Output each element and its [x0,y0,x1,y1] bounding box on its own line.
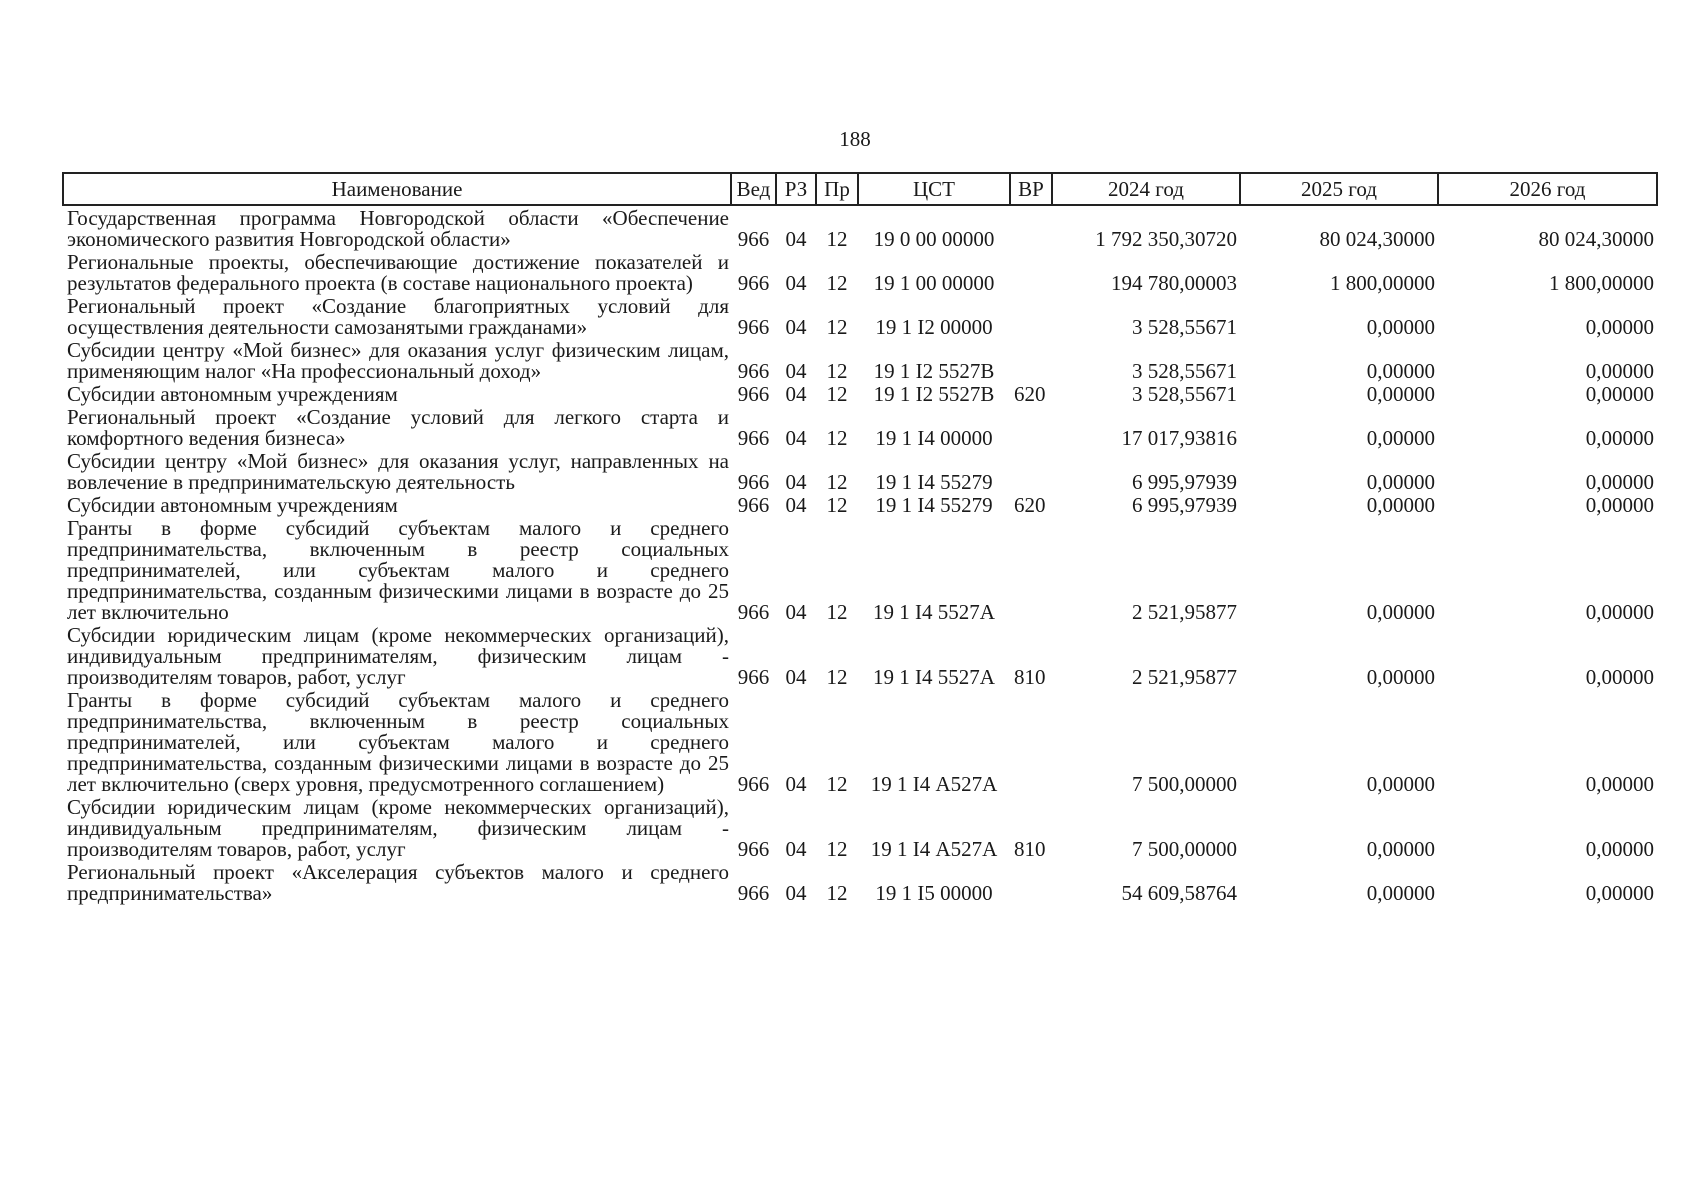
cell-2026: 1 800,00000 [1549,271,1654,295]
table-row [63,862,1657,906]
cell-pr: 12 [826,665,848,689]
cell-rz: 04 [785,426,807,450]
cell-cst: 19 1 I4 5527А [873,665,995,689]
cell-rz: 04 [785,493,807,517]
cell-2024: 7 500,00000 [1132,772,1237,796]
header-ved: Вед [731,173,776,205]
cell-2024: 2 521,95877 [1132,600,1237,624]
cell-vr [1010,296,1052,340]
cell-2025: 0,00000 [1366,837,1435,861]
cell-pr: 12 [826,600,848,624]
cell-cst: 19 1 I4 55279 [875,493,993,517]
cell-vr: 620 [1014,382,1046,406]
cell-2024: 1 792 350,30720 [1095,227,1237,251]
cell-2026: 80 024,30000 [1538,227,1654,251]
cell-pr: 12 [826,227,848,251]
cell-2024: 7 500,00000 [1132,837,1237,861]
header-2026: 2026 год [1438,173,1657,205]
cell-rz: 04 [785,665,807,689]
cell-cst: 19 1 I4 А527А [870,772,998,796]
cell-2025: 0,00000 [1366,382,1435,406]
table-row [63,690,1657,797]
cell-2026: 0,00000 [1585,359,1654,383]
cell-vr [1010,407,1052,451]
header-2025: 2025 год [1240,173,1438,205]
cell-rz: 04 [785,772,807,796]
cell-2026: 0,00000 [1585,837,1654,861]
cell-2026: 0,00000 [1585,881,1654,905]
table-row [63,296,1657,340]
cell-vr: 810 [1014,837,1046,861]
cell-pr: 12 [826,359,848,383]
cell-2025: 0,00000 [1366,881,1435,905]
cell-pr: 12 [826,470,848,494]
cell-2026: 0,00000 [1585,665,1654,689]
table-body [63,205,1657,906]
table-row [63,495,1657,518]
cell-cst: 19 1 I2 5527В [873,359,995,383]
table-row [63,205,1657,252]
header-pr: Пр [816,173,858,205]
table-header [63,173,1657,205]
table-row [63,252,1657,296]
cell-pr: 12 [826,837,848,861]
cell-vr: 810 [1014,665,1046,689]
cell-cst: 19 1 I4 5527А [873,600,995,624]
cell-cst: 19 1 I5 00000 [875,881,993,905]
cell-pr: 12 [826,315,848,339]
table-row [63,797,1657,862]
cell-2025: 1 800,00000 [1330,271,1435,295]
cell-name: Субсидии юридическим лицам (кроме некоммерческих организаций), индивидуальным предпринимателям, физическим лицам - производителям товаров, работ, услуг [67,795,729,861]
cell-ved: 966 [737,382,770,406]
cell-name: Субсидии автономным учреждениям [67,382,398,406]
table-row [63,384,1657,407]
cell-vr [1010,451,1052,495]
cell-2024: 6 995,97939 [1132,470,1237,494]
cell-vr [1010,862,1052,906]
cell-rz: 04 [785,382,807,406]
cell-cst: 19 1 I4 А527А [870,837,998,861]
cell-2025: 0,00000 [1366,665,1435,689]
cell-pr: 12 [826,493,848,517]
cell-2024: 194 780,00003 [1111,271,1237,295]
cell-rz: 04 [785,227,807,251]
cell-ved: 966 [737,837,770,861]
header-2024: 2024 год [1052,173,1240,205]
cell-vr [1010,205,1052,252]
cell-2024: 3 528,55671 [1132,382,1237,406]
cell-ved: 966 [737,426,770,450]
cell-rz: 04 [785,881,807,905]
page-number: 188 [839,127,871,151]
table-row [63,340,1657,384]
cell-2025: 0,00000 [1366,359,1435,383]
header-vr: ВР [1010,173,1052,205]
cell-vr [1010,252,1052,296]
cell-vr [1010,340,1052,384]
cell-2026: 0,00000 [1585,426,1654,450]
cell-name: Субсидии автономным учреждениям [67,493,398,517]
cell-2026: 0,00000 [1585,382,1654,406]
cell-ved: 966 [737,470,770,494]
cell-2024: 6 995,97939 [1132,493,1237,517]
cell-name: Региональные проекты, обеспечивающие достижение показателей и результатов федерального проекта (в составе национального проекта) [67,250,729,295]
cell-ved: 966 [737,271,770,295]
cell-cst: 19 1 00 00000 [873,271,995,295]
cell-vr [1010,690,1052,797]
cell-cst: 19 1 I2 00000 [875,315,993,339]
cell-name: Субсидии юридическим лицам (кроме некоммерческих организаций), индивидуальным предпринимателям, физическим лицам - производителям товаров, работ, услуг [67,623,729,689]
cell-cst: 19 1 I2 5527В [873,382,995,406]
header-cst: ЦСТ [858,173,1010,205]
cell-cst: 19 1 I4 55279 [875,470,993,494]
table-row [63,625,1657,690]
cell-rz: 04 [785,837,807,861]
cell-2026: 0,00000 [1585,600,1654,624]
cell-name: Гранты в форме субсидий субъектам малого и среднего предпринимательства, включенным в реестр социальных предпринимателей, или субъектам малого и среднего предпринимательства, созданным физическими лицами в возрасте до 25 лет включительно (сверх уровня, предусмотренного соглашением) [67,688,729,796]
cell-name: Субсидии центру «Мой бизнес» для оказания услуг, направленных на вовлечение в предпринимательскую деятельность [67,449,729,494]
cell-name: Региональный проект «Создание благоприятных условий для осуществления деятельности самозанятыми гражданами» [67,294,729,339]
cell-2025: 0,00000 [1366,470,1435,494]
cell-2026: 0,00000 [1585,493,1654,517]
cell-pr: 12 [826,772,848,796]
cell-2025: 0,00000 [1366,772,1435,796]
cell-2024: 2 521,95877 [1132,665,1237,689]
cell-cst: 19 0 00 00000 [873,227,995,251]
cell-2025: 0,00000 [1366,600,1435,624]
cell-pr: 12 [826,881,848,905]
cell-vr: 620 [1014,493,1046,517]
cell-2026: 0,00000 [1585,470,1654,494]
cell-ved: 966 [737,227,770,251]
cell-name: Гранты в форме субсидий субъектам малого и среднего предпринимательства, включенным в реестр социальных предпринимателей, или субъектам малого и среднего предпринимательства, созданным физическими лицами в возрасте до 25 лет включительно [67,516,729,624]
cell-cst: 19 1 I4 00000 [875,426,993,450]
table-row [63,407,1657,451]
table-row [63,518,1657,625]
cell-ved: 966 [737,315,770,339]
cell-2025: 0,00000 [1366,426,1435,450]
cell-pr: 12 [826,382,848,406]
cell-2024: 54 609,58764 [1121,881,1237,905]
cell-2025: 0,00000 [1366,315,1435,339]
cell-ved: 966 [737,665,770,689]
cell-vr [1010,518,1052,625]
budget-table [62,172,1658,906]
cell-ved: 966 [737,493,770,517]
cell-2024: 3 528,55671 [1132,315,1237,339]
cell-ved: 966 [737,881,770,905]
cell-pr: 12 [826,426,848,450]
cell-2026: 0,00000 [1585,315,1654,339]
cell-rz: 04 [785,470,807,494]
cell-name: Региональный проект «Акселерация субъектов малого и среднего предпринимательства» [67,860,729,905]
cell-2025: 0,00000 [1366,493,1435,517]
cell-2024: 17 017,93816 [1121,426,1237,450]
table-row [63,451,1657,495]
cell-rz: 04 [785,600,807,624]
cell-ved: 966 [737,600,770,624]
cell-ved: 966 [737,359,770,383]
cell-rz: 04 [785,315,807,339]
cell-name: Субсидии центру «Мой бизнес» для оказания услуг физическим лицам, применяющим налог «На профессиональный доход» [67,338,729,383]
cell-2024: 3 528,55671 [1132,359,1237,383]
cell-name: Региональный проект «Создание условий для легкого старта и комфортного ведения бизнеса» [67,405,729,450]
cell-rz: 04 [785,359,807,383]
header-name: Наименование [63,173,731,205]
cell-rz: 04 [785,271,807,295]
cell-pr: 12 [826,271,848,295]
cell-ved: 966 [737,772,770,796]
cell-name: Государственная программа Новгородской области «Обеспечение экономического развития Новгородской области» [67,206,729,251]
header-rz: РЗ [776,173,816,205]
cell-2025: 80 024,30000 [1319,227,1435,251]
cell-2026: 0,00000 [1585,772,1654,796]
